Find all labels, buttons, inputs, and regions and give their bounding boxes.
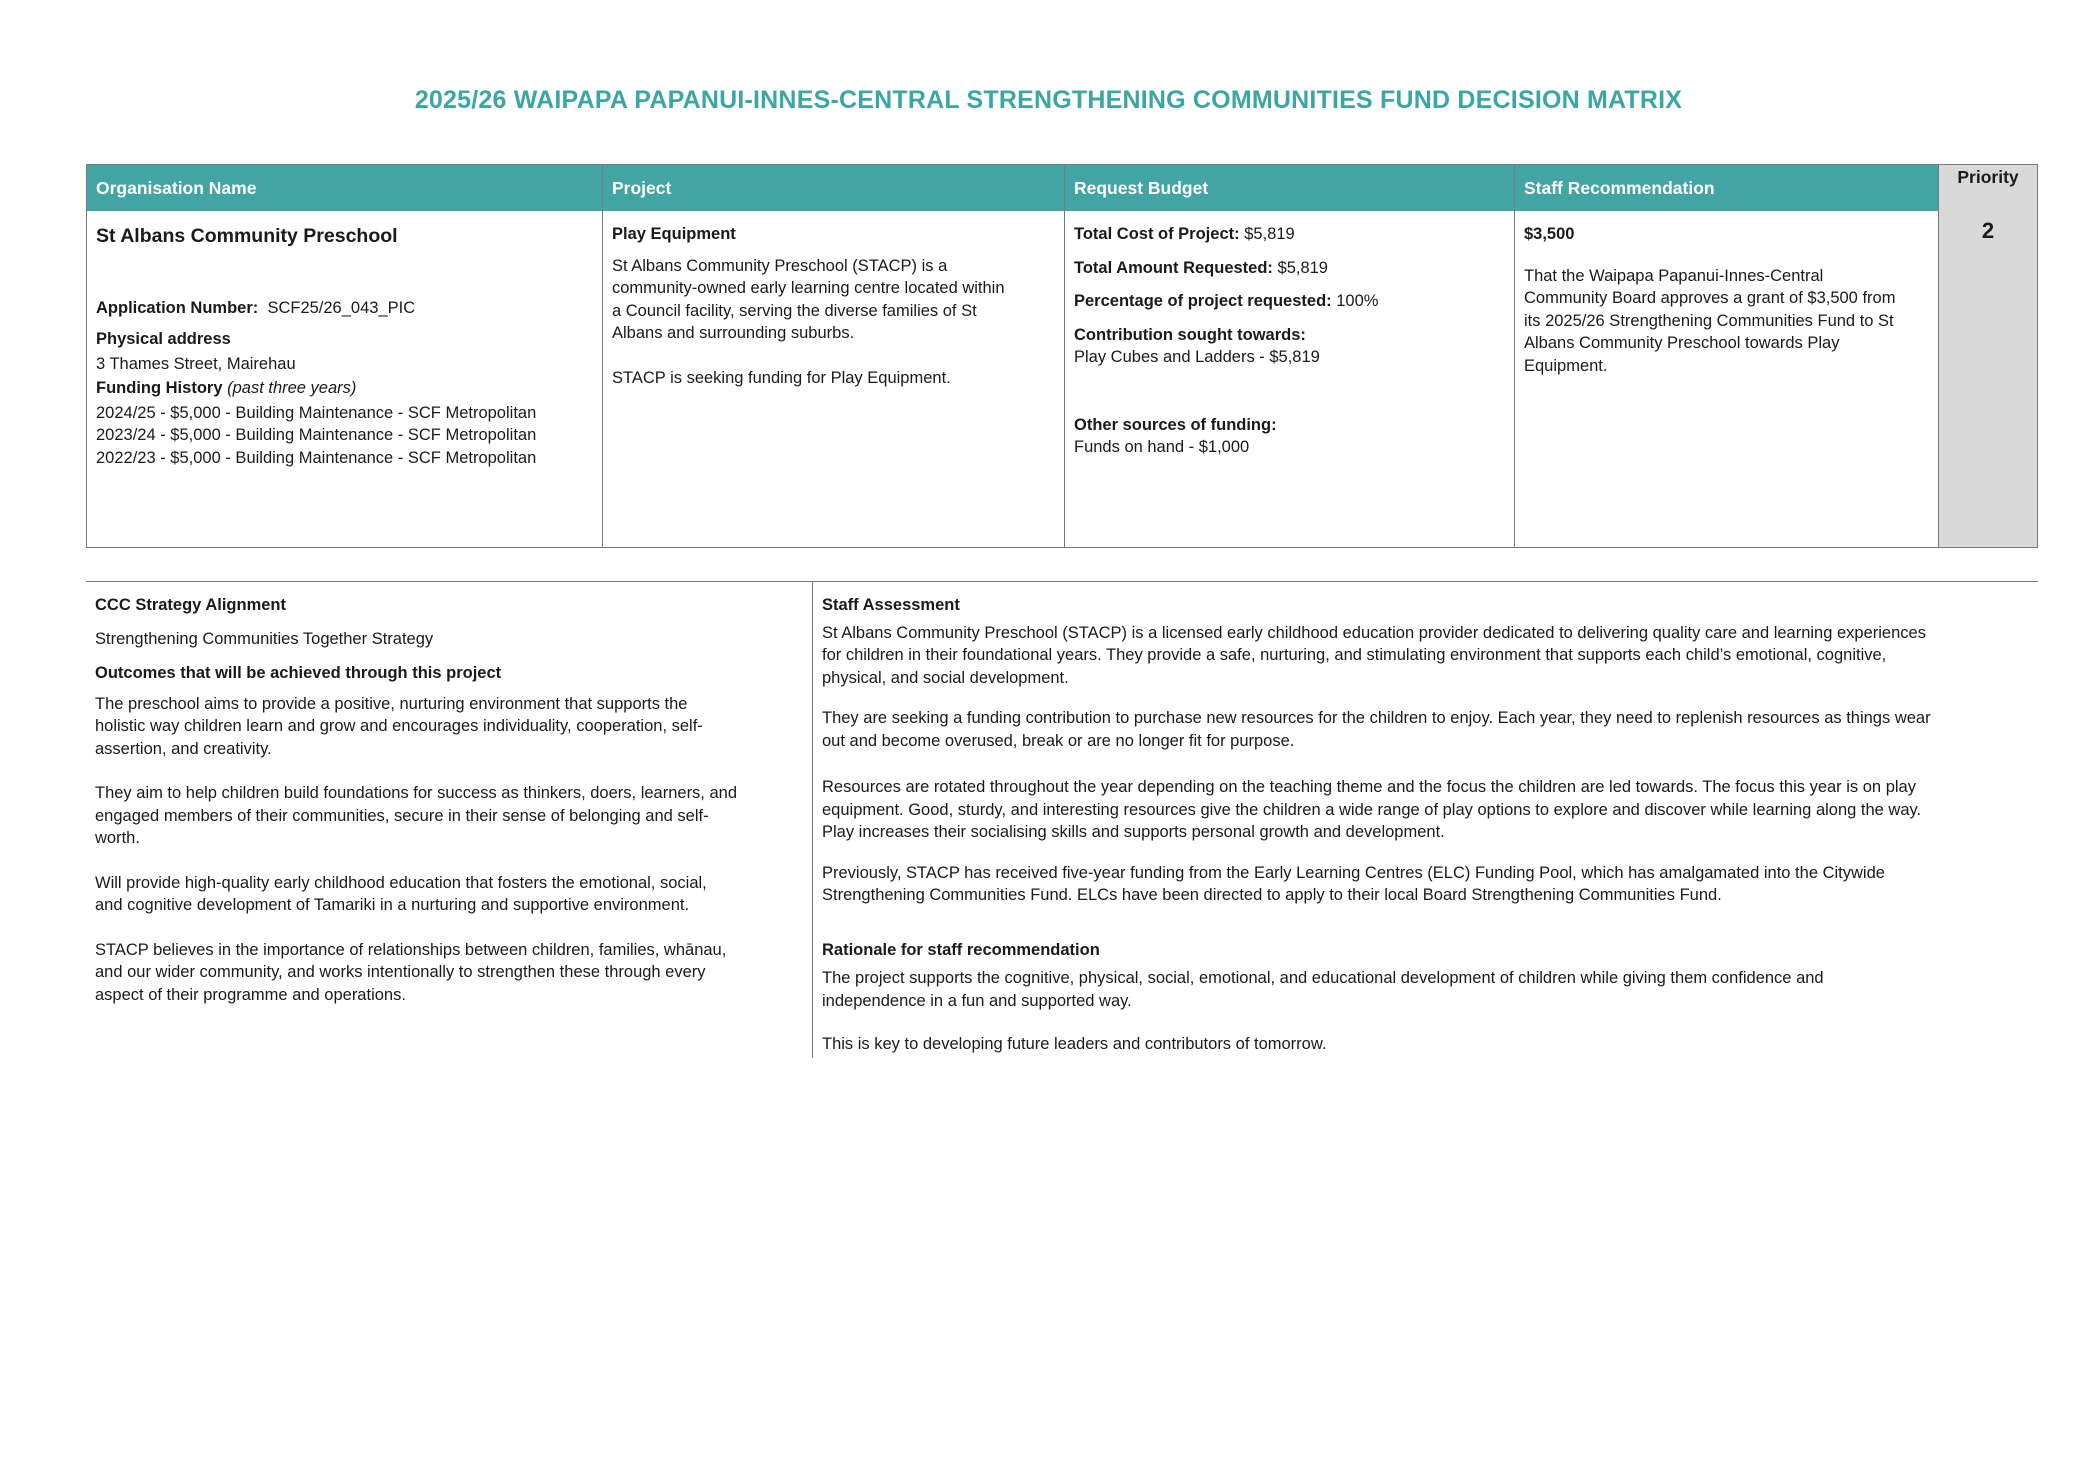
- org-name: St Albans Community Preschool: [96, 225, 398, 247]
- text-line: Resources are rotated throughout the year depending on the teaching theme and the focus the children are led towards. The focus this year is on play: [822, 778, 1916, 796]
- text-line: holistic way children learn and grow and encourages individuality, cooperation, self-: [95, 717, 703, 735]
- recommendation-line: Albans Community Preschool towards Play: [1524, 334, 1840, 352]
- funding-history-label: Funding History: [96, 379, 223, 397]
- other-funding-label: Other sources of funding:: [1074, 415, 1277, 434]
- funding-history-sub: (past three years): [227, 379, 357, 397]
- text-line: They are seeking a funding contribution to purchase new resources for the children to enjoy. Each year, they need to replenish resources as things wear: [822, 709, 1931, 727]
- text-line: for children in their foundational years. They provide a safe, nurturing, and stimulating environment that supports each child’s emotional, cognitive,: [822, 646, 1887, 664]
- text-line: Play increases their socialising skills and supports personal growth and development.: [822, 823, 1445, 841]
- assessment-paragraph: [822, 622, 2029, 690]
- percentage-requested: [1074, 290, 1505, 313]
- text-line: out and become overused, break or are no longer fit for purpose.: [822, 731, 1295, 750]
- text-line: engaged members of their communities, secure in their sense of belonging and self-: [95, 806, 709, 825]
- text-line: This is key to developing future leaders and contributors of tomorrow.: [822, 1035, 1327, 1053]
- strategy-column: [86, 582, 812, 1058]
- text-line: assertion, and creativity.: [95, 739, 272, 758]
- amount-requested-value: $5,819: [1277, 258, 1328, 277]
- project-desc-line: Albans and surrounding suburbs.: [612, 324, 855, 342]
- outcomes-heading: Outcomes that will be achieved through this project: [95, 664, 502, 682]
- total-cost-label: Total Cost of Project:: [1074, 225, 1240, 243]
- budget-column: [1064, 165, 1514, 547]
- text-line: and our wider community, and works intentionally to strengthen these through every: [95, 963, 706, 981]
- outcome-paragraph: [95, 872, 803, 917]
- percentage-value: 100%: [1336, 292, 1379, 310]
- funding-history-item: 2024/25 - $5,000 - Building Maintenance - SCF Metropolitan: [96, 403, 537, 422]
- project-desc-line: a Council facility, serving the diverse families of St: [612, 301, 977, 320]
- recommendation-line: That the Waipapa Papanui-Innes-Central: [1524, 266, 1824, 285]
- org-column: [87, 165, 602, 547]
- org-header: Organisation Name: [87, 165, 602, 211]
- recommendation-line: its 2025/26 Strengthening Communities Fund to St: [1524, 311, 1894, 330]
- text-line: independence in a fun and supported way.: [822, 991, 1132, 1010]
- total-cost: [1074, 223, 1505, 246]
- project-desc-line: community-owned early learning centre located within: [612, 279, 1005, 297]
- text-line: The project supports the cognitive, physical, social, emotional, and educational development of children while giving them confidence and: [822, 969, 1824, 987]
- assessment-section: [86, 581, 2038, 1058]
- assessment-heading: Staff Assessment: [822, 596, 960, 614]
- outcome-paragraph: [95, 693, 803, 761]
- rationale-paragraph: [822, 967, 2029, 1012]
- total-cost-value: $5,819: [1244, 225, 1295, 243]
- project-header: Project: [603, 165, 1064, 211]
- strategy-name: Strengthening Communities Together Strategy: [95, 629, 434, 648]
- application-number-label: Application Number:: [96, 298, 259, 317]
- strategy-heading: CCC Strategy Alignment: [95, 596, 286, 614]
- text-line: Previously, STACP has received five-year funding from the Early Learning Centres (ELC) Funding Pool, which has amalgamated into the Citywide: [822, 863, 1885, 882]
- percentage-label: Percentage of project requested:: [1074, 292, 1332, 310]
- recommendation-header: Staff Recommendation: [1515, 165, 1938, 211]
- text-line: worth.: [95, 829, 140, 847]
- text-line: aspect of their programme and operations.: [95, 985, 406, 1004]
- text-line: STACP believes in the importance of relationships between children, families, whānau,: [95, 940, 727, 959]
- contribution-label: Contribution sought towards:: [1074, 325, 1306, 344]
- staff-assessment-column: [812, 582, 2038, 1058]
- text-line: Will provide high-quality early childhood education that fosters the emotional, social,: [95, 873, 707, 892]
- text-line: The preschool aims to provide a positive, nurturing environment that supports the: [95, 694, 688, 713]
- project-desc-line: St Albans Community Preschool (STACP) is a: [612, 256, 948, 275]
- priority-column: [1938, 165, 2037, 547]
- address-label: Physical address: [96, 330, 231, 348]
- rationale-paragraph: [822, 1033, 2029, 1056]
- project-seeking: STACP is seeking funding for Play Equipment.: [612, 368, 951, 387]
- priority-value: 2: [1981, 218, 1995, 243]
- budget-header: Request Budget: [1065, 165, 1514, 211]
- recommendation-line: Community Board approves a grant of $3,500 from: [1524, 289, 1896, 307]
- address-value: 3 Thames Street, Mairehau: [96, 354, 296, 373]
- funding-history-item: 2022/23 - $5,000 - Building Maintenance - SCF Metropolitan: [96, 448, 537, 467]
- recommended-amount: $3,500: [1524, 225, 1575, 243]
- amount-requested-label: Total Amount Requested:: [1074, 258, 1273, 277]
- assessment-paragraph: [822, 776, 2029, 844]
- funding-history-heading: [96, 377, 593, 400]
- contribution-value: Play Cubes and Ladders - $5,819: [1074, 348, 1320, 366]
- assessment-paragraph: [822, 707, 2029, 752]
- outcome-paragraph: [95, 782, 803, 850]
- project-column: [602, 165, 1064, 547]
- decision-matrix-table: [86, 164, 2038, 548]
- other-funding-value: Funds on hand - $1,000: [1074, 438, 1250, 456]
- text-line: Strengthening Communities Fund. ELCs have been directed to apply to their local Board Strengthening Communities Fund.: [822, 886, 1722, 904]
- text-line: physical, and social development.: [822, 668, 1069, 687]
- amount-requested: [1074, 257, 1505, 280]
- page-title: 2025/26 WAIPAPA PAPANUI-INNES-CENTRAL STRENGTHENING COMMUNITIES FUND DECISION MATRIX: [414, 86, 1683, 114]
- text-line: St Albans Community Preschool (STACP) is a licensed early childhood education provider dedicated to delivering quality care and learning experiences: [822, 623, 1926, 642]
- text-line: equipment. Good, sturdy, and interesting resources give the children a wide range of play options to explore and discover while learning along the way.: [822, 800, 1922, 819]
- application-number-value: SCF25/26_043_PIC: [267, 298, 416, 317]
- priority-header: Priority: [1957, 167, 2019, 187]
- text-line: They aim to help children build foundations for success as thinkers, doers, learners, and: [95, 784, 738, 802]
- rationale-heading: Rationale for staff recommendation: [822, 940, 1100, 959]
- application-number: [96, 297, 593, 320]
- recommendation-line: Equipment.: [1524, 356, 1608, 375]
- project-name: Play Equipment: [612, 225, 736, 243]
- funding-history-item: 2023/24 - $5,000 - Building Maintenance - SCF Metropolitan: [96, 426, 537, 444]
- recommendation-column: [1514, 165, 1938, 547]
- text-line: and cognitive development of Tamariki in a nurturing and supportive environment.: [95, 896, 690, 914]
- outcome-paragraph: [95, 939, 803, 1007]
- assessment-paragraph: [822, 862, 2029, 907]
